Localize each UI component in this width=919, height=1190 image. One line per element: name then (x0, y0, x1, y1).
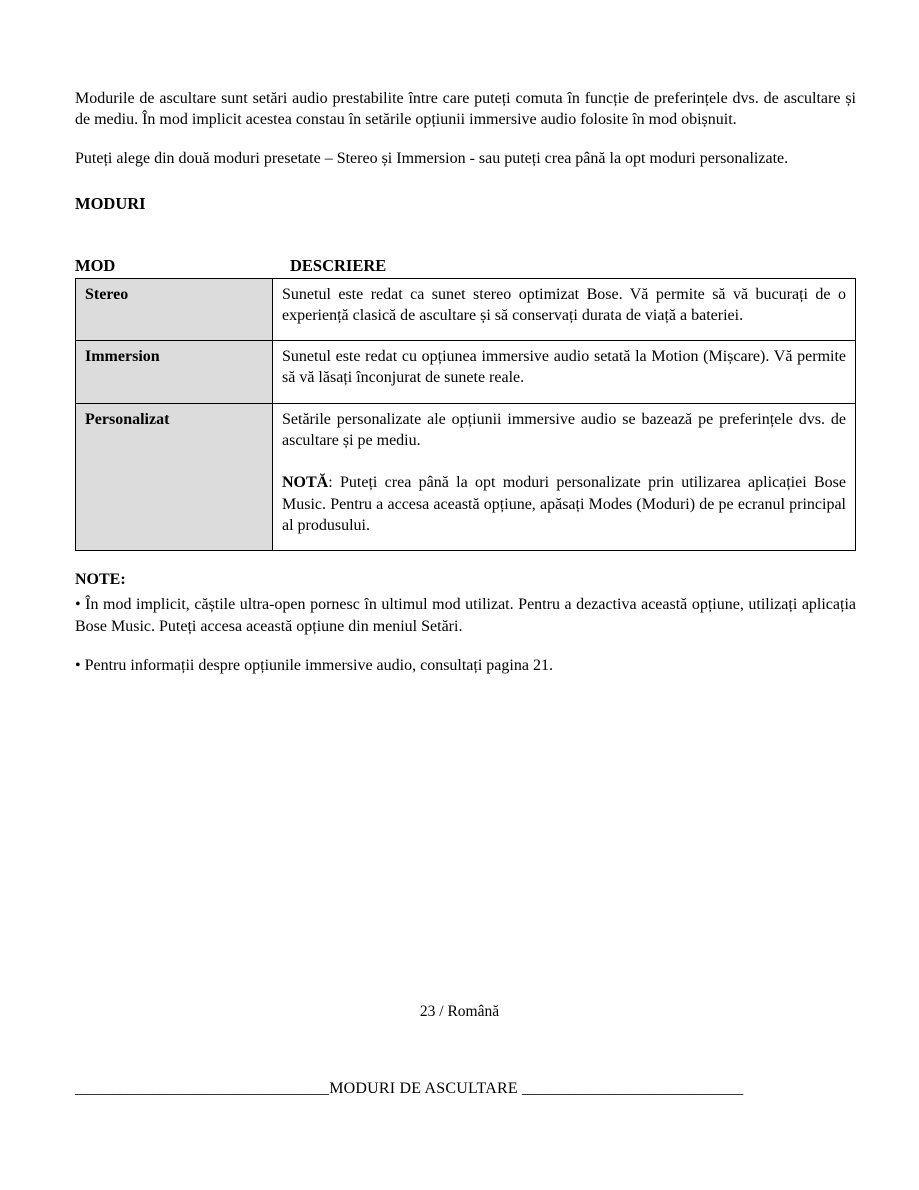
table-header-descriere: DESCRIERE (290, 255, 387, 275)
notes-heading: NOTE: (75, 571, 126, 589)
section-heading-moduri: MODURI (75, 193, 146, 213)
note-label: NOTĂ (282, 474, 329, 492)
page-content (75, 88, 856, 694)
page-number: 23 / Română (419, 1003, 500, 1020)
mode-cell-personalizat: Personalizat (76, 403, 273, 550)
table-row-stereo (76, 278, 856, 341)
mode-cell-immersion: Immersion (76, 341, 273, 404)
table-header-mod: MOD (75, 255, 116, 275)
intro-paragraph-1: Modurile de ascultare sunt setări audio prestabilite între care puteți comuta în funcție de preferințele dvs. de ascultare și de mediu. În mod implicit acestea constau în setările opțiunii immersive audio folosite în mod obișnuit. (75, 90, 856, 129)
note-item-2: • Pentru informații despre opțiunile immersive audio, consultați pagina 21. (75, 656, 553, 674)
personalizat-note (282, 472, 846, 536)
desc-cell-personalizat (273, 403, 856, 550)
table-row-personalizat (76, 403, 856, 550)
personalizat-description: Setările personalizate ale opțiunii immersive audio se bazează pe preferințele dvs. de ascultare și pe mediu. (282, 410, 846, 449)
note-text: : Puteți crea până la opt moduri personalizate prin utilizarea aplicației Bose Music. Pentru a accesa această opțiune, apăsați Modes (Moduri) de pe ecranul principal al produsului. (282, 474, 846, 534)
footer-title: MODURI DE ASCULTARE (329, 1080, 523, 1097)
mode-cell-stereo: Stereo (76, 278, 273, 341)
footer-leader-right: ___________________________ (522, 1080, 744, 1097)
footer-line (75, 1078, 856, 1099)
table-row-immersion (76, 341, 856, 404)
table-header-row (75, 255, 856, 277)
modes-table (75, 278, 856, 551)
note-item-1: • În mod implicit, căștile ultra-open pornesc în ultimul mod utilizat. Pentru a dezactiva această opțiune, utilizați aplicația Bose Music. Puteți accesa această opțiune din meniul Setări. (75, 596, 856, 635)
footer-leader-left: _______________________________ (75, 1080, 330, 1097)
desc-cell-immersion: Sunetul este redat cu opțiunea immersive audio setată la Motion (Mișcare). Vă permite să vă lăsați înconjurat de sunete reale. (273, 341, 856, 404)
intro-paragraph-2: Puteți alege din două moduri presetate – Stereo și Immersion - sau puteți crea până la opt moduri personalizate. (75, 149, 789, 167)
desc-cell-stereo: Sunetul este redat ca sunet stereo optimizat Bose. Vă permite să vă bucurați de o experiență clasică de ascultare și să conservați durata de viață a bateriei. (273, 278, 856, 341)
